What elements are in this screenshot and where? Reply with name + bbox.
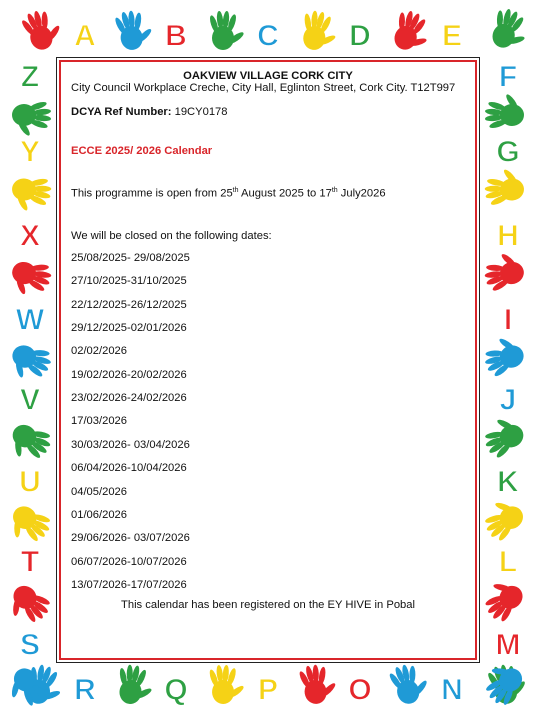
- handprint-icon: [478, 332, 528, 380]
- border-letter: B: [165, 19, 187, 53]
- handprint-icon: [297, 662, 339, 707]
- handprint-icon: [480, 249, 527, 294]
- border-letter: U: [19, 465, 41, 499]
- border-letter: P: [257, 673, 279, 707]
- ref-number-value: 19CY0178: [171, 106, 228, 118]
- border-letter: M: [495, 628, 521, 662]
- open-ordinal-2: th: [331, 187, 338, 194]
- handprint-icon: [208, 664, 245, 704]
- handprint-icon: [7, 256, 54, 301]
- closed-date-item: 06/04/2026-10/04/2026: [71, 462, 187, 475]
- open-text-end: July2026: [337, 187, 386, 200]
- border-letter: S: [19, 628, 41, 662]
- border-letter: J: [499, 383, 517, 417]
- ref-number-line: [71, 106, 465, 118]
- document-title: OAKVIEW VILLAGE CORK CITY: [183, 70, 353, 82]
- closed-dates-list: [71, 250, 465, 601]
- closed-date-item: 17/03/2026: [71, 415, 127, 428]
- closed-date-item: 22/12/2025-26/12/2025: [71, 298, 187, 311]
- open-text-middle: August 2025 to 17: [238, 187, 332, 200]
- border-letter: A: [74, 19, 96, 53]
- handprint-icon: [477, 411, 529, 462]
- border-letter: Y: [19, 135, 41, 169]
- closed-date-item: 19/02/2026-20/02/2026: [71, 368, 187, 381]
- handprint-icon: [386, 659, 433, 707]
- handprint-icon: [208, 11, 245, 50]
- address-line: City Council Workplace Creche, City Hall, Eglinton Street, Cork City. T12T997: [71, 82, 456, 94]
- handprint-icon: [482, 166, 525, 207]
- closed-date-item: 02/02/2026: [71, 345, 127, 358]
- calendar-title: ECCE 2025/ 2026 Calendar: [71, 145, 213, 157]
- border-letter: X: [19, 219, 41, 253]
- open-text-start: This programme is open from 25: [71, 187, 233, 200]
- handprint-icon: [485, 93, 524, 130]
- registration-note: This calendar has been registered on the EY HIVE in Pobal: [121, 598, 415, 611]
- border-letter: C: [257, 19, 279, 53]
- handprint-icon: [115, 663, 156, 706]
- handprint-icon: [113, 7, 156, 52]
- handprint-icon: [18, 5, 66, 54]
- handprint-icon: [298, 9, 341, 54]
- closed-date-item: 30/03/2026- 03/04/2026: [71, 438, 190, 451]
- handprint-icon: [5, 339, 55, 387]
- handprint-icon: [2, 499, 55, 552]
- border-letter: E: [441, 19, 463, 53]
- handprint-icon: [486, 5, 534, 54]
- border-letter: W: [15, 303, 45, 337]
- border-letter: N: [441, 673, 463, 707]
- border-letter: T: [20, 545, 40, 579]
- border-letter: H: [497, 219, 519, 253]
- border-letter: Q: [164, 673, 188, 707]
- closed-date-item: 27/10/2025-31/10/2025: [71, 275, 187, 288]
- handprint-icon: [4, 418, 56, 469]
- ref-number-label: DCYA Ref Number:: [71, 106, 172, 118]
- border-letter: F: [498, 60, 518, 94]
- border-letter: V: [19, 383, 41, 417]
- closed-dates-intro: We will be closed on the following dates:: [71, 229, 272, 242]
- handprint-icon: [1, 578, 55, 632]
- closed-date-item: 01/06/2026: [71, 509, 127, 522]
- open-period-line: [71, 187, 465, 200]
- border-letter: I: [503, 303, 513, 337]
- border-letter: G: [496, 135, 520, 169]
- border-letter: R: [74, 673, 96, 707]
- closed-date-item: 29/06/2026- 03/07/2026: [71, 532, 190, 545]
- closed-date-item: 04/05/2026: [71, 485, 127, 498]
- handprint-icon: [9, 174, 52, 215]
- calendar-document: [59, 60, 477, 660]
- border-letter: Z: [20, 60, 40, 94]
- border-letter: D: [349, 19, 371, 53]
- handprint-icon: [476, 493, 529, 546]
- closed-date-item: 25/08/2025- 29/08/2025: [71, 251, 190, 264]
- handprint-icon: [12, 100, 51, 137]
- border-letter: O: [348, 673, 372, 707]
- closed-date-item: 13/07/2026-17/07/2026: [71, 579, 187, 592]
- border-letter: L: [498, 545, 518, 579]
- handprint-icon: [388, 7, 436, 56]
- closed-date-item: 29/12/2025-02/01/2026: [71, 321, 187, 334]
- closed-date-item: 23/02/2026-24/02/2026: [71, 392, 187, 405]
- closed-date-item: 06/07/2026-10/07/2026: [71, 555, 187, 568]
- border-letter: K: [497, 465, 519, 499]
- handprint-icon: [476, 573, 530, 627]
- open-ordinal-1: th: [232, 187, 239, 194]
